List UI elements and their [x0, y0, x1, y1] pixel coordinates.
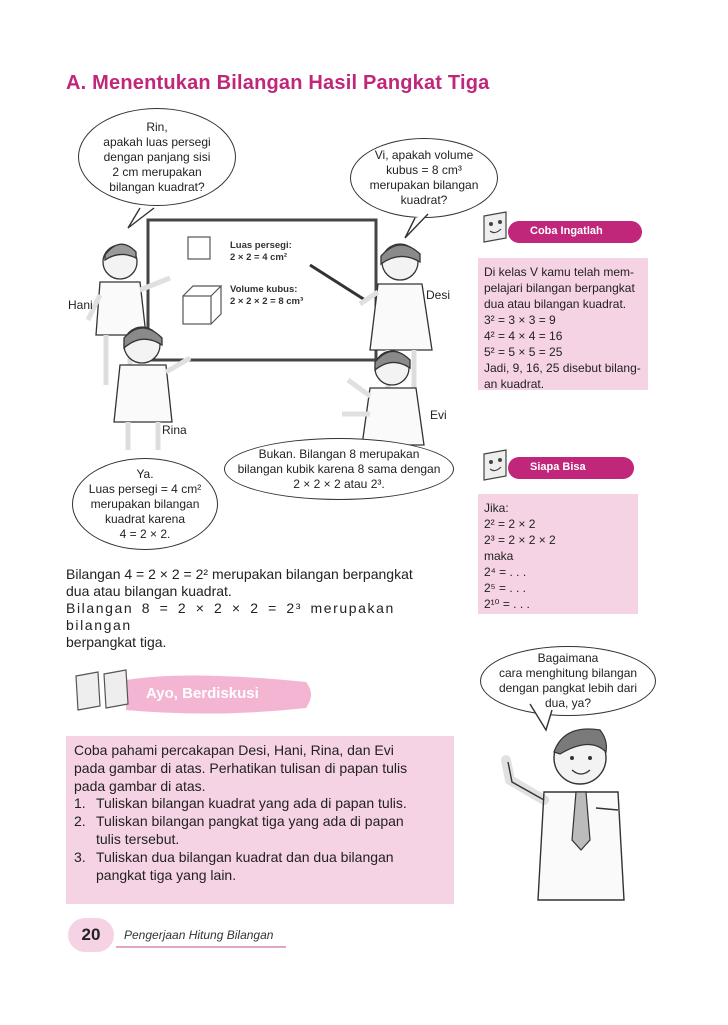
- coba-line: 3² = 3 × 3 = 9: [484, 313, 556, 327]
- item-number: 3.: [74, 848, 86, 865]
- bubble-line: Bagaimana: [537, 651, 599, 665]
- item-text: pangkat tiga yang lain.: [96, 866, 237, 883]
- label-desi: Desi: [426, 288, 451, 302]
- coba-line: an kuadrat.: [484, 377, 545, 391]
- explanation-line: Bilangan 8 = 2 × 2 × 2 = 2³ merupakan bilangan: [66, 600, 395, 633]
- book-character-icon: [478, 444, 512, 484]
- board-volume-equation: 2 × 2 × 2 = 8 cm³: [230, 296, 304, 307]
- bubble-line: kubus = 8 cm³: [386, 163, 462, 177]
- label-evi: Evi: [430, 408, 447, 422]
- book-character-icon: [478, 206, 512, 246]
- explanation-line: Bilangan 4 = 2 × 2 = 2² merupakan bilangan berpangkat: [66, 566, 413, 582]
- siapa-bisa-box: [478, 494, 638, 614]
- speech-bubble-rin: [78, 108, 236, 206]
- item-text: Tuliskan bilangan kuadrat yang ada di papan tulis.: [96, 795, 407, 812]
- bubble-line: Bukan. Bilangan 8 merupakan: [258, 446, 420, 461]
- footer-rule: [116, 944, 286, 950]
- bubble-line: merupakan bilangan: [369, 178, 479, 192]
- coba-ingatlah-tag: Coba Ingatlah: [508, 221, 642, 243]
- board-volume-title: Volume kubus:: [230, 284, 298, 295]
- discussion-intro-line: pada gambar di atas. Perhatikan tulisan di papan tulis: [74, 759, 408, 776]
- boy-thinking-illustration: [500, 700, 650, 920]
- bubble-line: 2 × 2 × 2 atau 2³.: [293, 476, 385, 491]
- bubble-line: dengan pangkat lebih dari: [498, 681, 638, 695]
- bubble-line: Rin,: [146, 119, 168, 134]
- bubble-line: merupakan bilangan: [90, 496, 200, 511]
- board-luas-title: Luas persegi:: [230, 240, 292, 251]
- discussion-item: [74, 795, 448, 813]
- board-text: [230, 240, 303, 308]
- coba-line: pelajari bilangan berpangkat: [484, 281, 635, 295]
- coba-ingatlah-box: [478, 258, 648, 390]
- siapa-line: 2⁵ = . . .: [484, 581, 526, 595]
- discussion-item: [74, 849, 448, 885]
- item-text: tulis tersebut.: [96, 830, 180, 847]
- bubble-line: kuadrat karena: [104, 511, 186, 526]
- bubble-line: Vi, apakah volume: [374, 148, 474, 162]
- siapa-line: Jika:: [484, 501, 509, 515]
- bubble-line: 4 = 2 × 2.: [119, 526, 171, 541]
- explanation-text: [66, 566, 454, 651]
- bubble-line: 2 cm merupakan: [112, 164, 202, 179]
- book-characters-icon: [76, 670, 128, 710]
- board-luas-equation: 2 × 2 = 4 cm²: [230, 252, 288, 263]
- item-text: Tuliskan dua bilangan kuadrat dan dua bilangan: [96, 848, 394, 865]
- classroom-illustration: [70, 200, 465, 455]
- bubble-line: dengan panjang sisi: [103, 149, 211, 164]
- siapa-bisa-tag: Siapa Bisa: [508, 457, 634, 479]
- siapa-line: 2² = 2 × 2: [484, 517, 536, 531]
- siapa-line: 2³ = 2 × 2 × 2: [484, 533, 556, 547]
- bubble-line: Luas persegi = 4 cm²: [88, 481, 202, 496]
- speech-bubble-bukan: [224, 438, 454, 500]
- bubble-line: kuadrat?: [400, 193, 448, 207]
- section-heading: A. Menentukan Bilangan Hasil Pangkat Tiga: [66, 72, 490, 94]
- label-hani: Hani: [68, 298, 93, 312]
- coba-line: Di kelas V kamu telah mem-: [484, 265, 635, 279]
- label-rina: Rina: [162, 423, 187, 437]
- explanation-line: berpangkat tiga.: [66, 634, 167, 650]
- discussion-intro-line: pada gambar di atas.: [74, 777, 206, 794]
- discussion-box: [66, 736, 454, 904]
- coba-line: dua atau bilangan kuadrat.: [484, 297, 627, 311]
- bubble-line: bilangan kubik karena 8 sama dengan: [237, 461, 441, 476]
- bubble-line: bilangan kuadrat?: [109, 179, 205, 194]
- siapa-line: 2⁴ = . . .: [484, 565, 527, 579]
- coba-line: Jadi, 9, 16, 25 disebut bilang-: [484, 361, 641, 375]
- item-text: Tuliskan bilangan pangkat tiga yang ada di papan: [96, 813, 404, 830]
- page-number: 20: [68, 918, 114, 952]
- coba-line: 4² = 4 × 4 = 16: [484, 329, 563, 343]
- bubble-line: cara menghitung bilangan: [498, 666, 638, 680]
- bubble-line: Ya.: [136, 466, 154, 481]
- discussion-item: [74, 813, 448, 849]
- footer-title: Pengerjaan Hitung Bilangan: [124, 928, 274, 942]
- ayo-berdiskusi-title: Ayo, Berdiskusi: [146, 685, 259, 702]
- speech-bubble-ya: [72, 458, 218, 550]
- item-number: 2.: [74, 813, 86, 830]
- item-number: 1.: [74, 795, 86, 812]
- siapa-line: 2¹⁰ = . . .: [484, 597, 530, 611]
- discussion-intro-line: Coba pahami percakapan Desi, Hani, Rina, dan Evi: [74, 742, 394, 758]
- explanation-line: dua atau bilangan kuadrat.: [66, 583, 232, 599]
- coba-line: 5² = 5 × 5 = 25: [484, 345, 563, 359]
- siapa-line: maka: [484, 549, 514, 563]
- bubble-line: apakah luas persegi: [103, 134, 211, 149]
- bubble-line: dua, ya?: [544, 696, 592, 710]
